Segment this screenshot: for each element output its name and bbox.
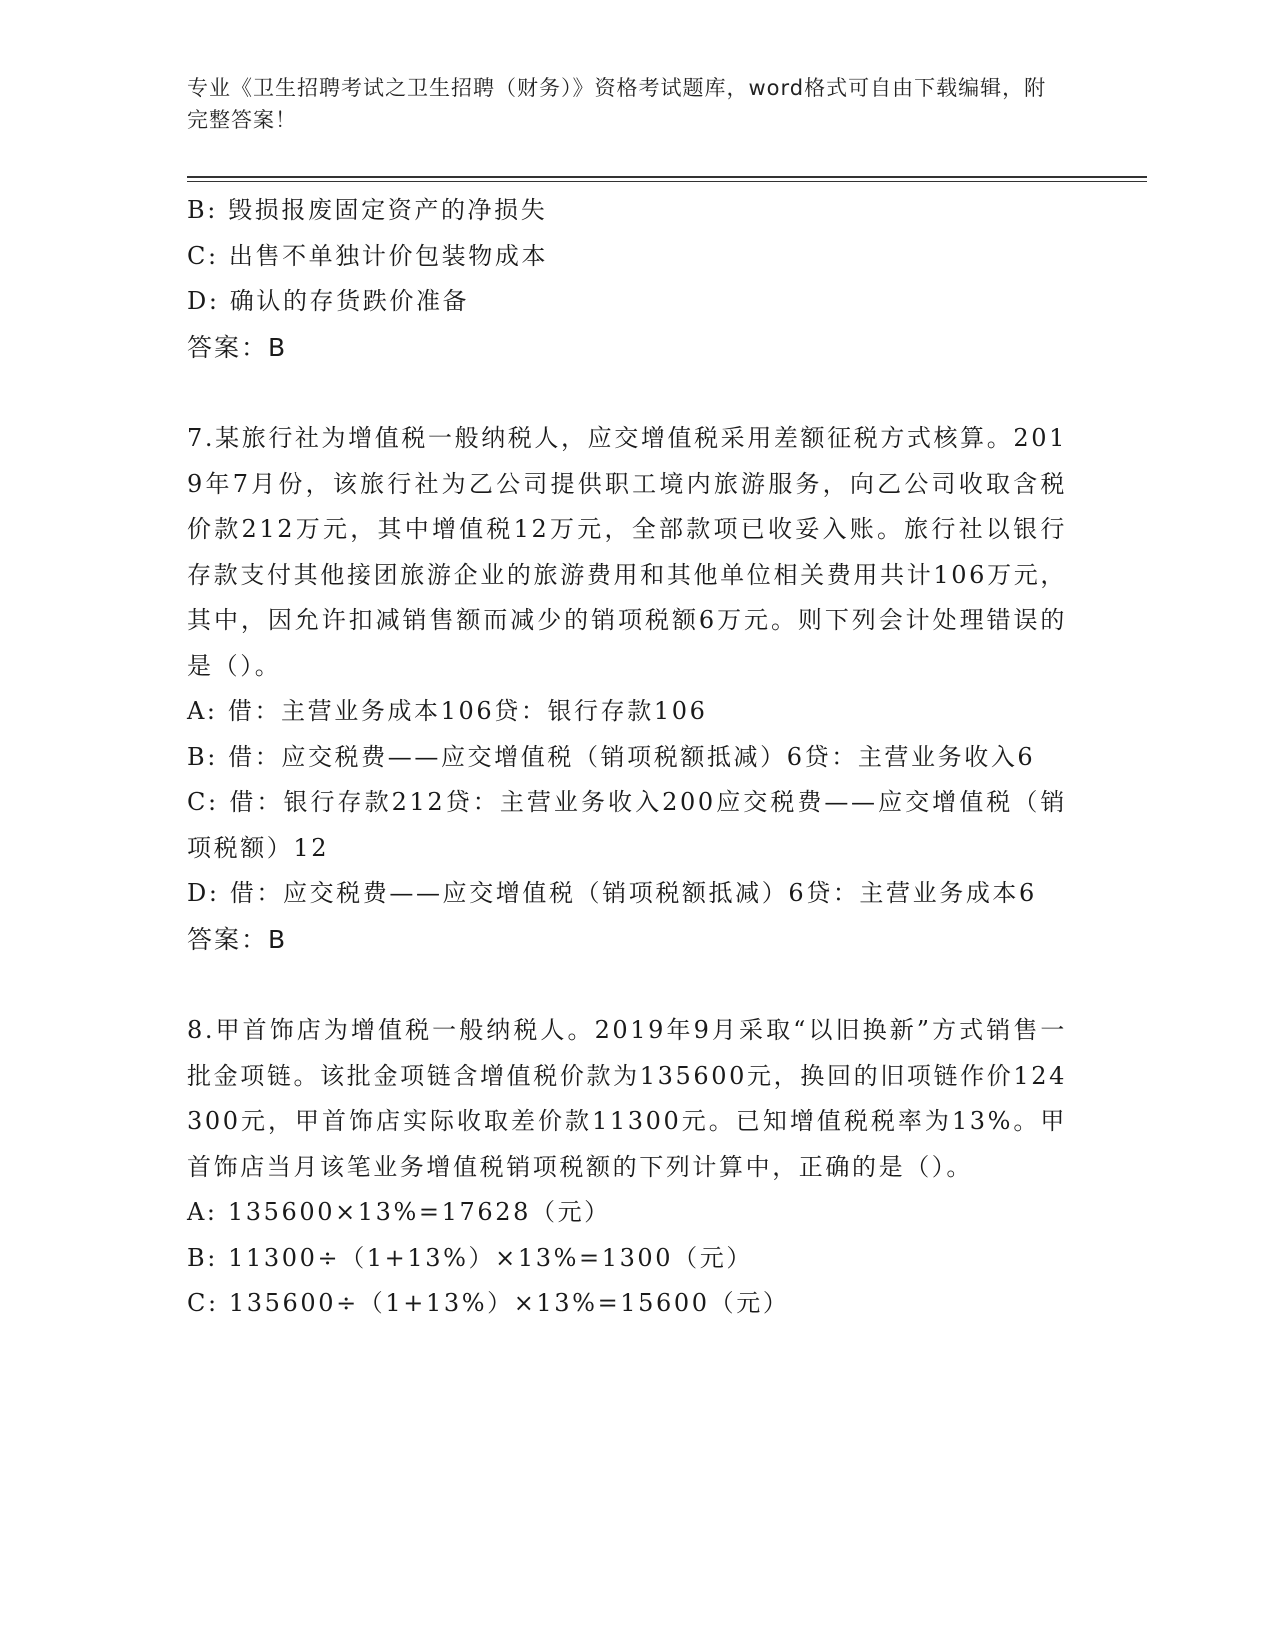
document-header: 专业《卫生招聘考试之卫生招聘（财务）》资格考试题库，word格式可自由下载编辑，附完整答案！ <box>187 76 1047 132</box>
spacer <box>187 370 1067 416</box>
question-content <box>187 188 1067 1327</box>
header-divider-thick <box>187 176 1147 178</box>
option-b: B: 借：应交税费——应交增值税（销项税额抵减）6贷：主营业务收入6 <box>187 742 1036 771</box>
question-stem: 7.某旅行社为增值税一般纳税人，应交增值税采用差额征税方式核算。2019年7月份，该旅行社为乙公司提供职工境内旅游服务，向乙公司收取含税价款212万元，其中增值税12万元，全部款项已收妥入账。旅行社以银行存款支付其他接团旅游企业的旅游费用和其他单位相关费用共计106万元，其中，因允许扣减销售额而减少的销项税额6万元。则下列会计处理错误的是（）。 <box>187 424 1067 680</box>
header-divider-thin <box>187 181 1147 182</box>
option-c: C: 借：银行存款212贷：主营业务收入200应交税费——应交增值税（销项税额）12 <box>187 788 1067 862</box>
option-a: A: 借：主营业务成本106贷：银行存款106 <box>187 697 708 725</box>
question-7 <box>187 416 1067 962</box>
option-b: B: 11300÷（1+13%）×13%=1300（元） <box>187 1243 753 1272</box>
answer-label: 答案：B <box>187 332 288 362</box>
answer-label: 答案：B <box>187 924 288 954</box>
option-c: C: 出售不单独计价包装物成本 <box>187 241 549 270</box>
spacer <box>187 962 1067 1008</box>
option-a: A: 135600×13%=17628（元） <box>187 1198 611 1226</box>
option-d: D: 确认的存货跌价准备 <box>187 287 470 315</box>
option-b: B: 毁损报废固定资产的净损失 <box>187 196 548 224</box>
option-c: C: 135600÷（1+13%）×13%=15600（元） <box>187 1289 790 1317</box>
question-stem: 8.甲首饰店为增值税一般纳税人。2019年9月采取“以旧换新”方式销售一批金项链。该批金项链含增值税价款为135600元，换回的旧项链作价124300元，甲首饰店实际收取差价款11300元。已知增值税税率为13%。甲首饰店当月该笔业务增值税销项税额的下列计算中，正确的是（）。 <box>187 1016 1067 1181</box>
option-d: D: 借：应交税费——应交增值税（销项税额抵减）6贷：主营业务成本6 <box>187 879 1037 907</box>
question-8 <box>187 1008 1067 1327</box>
question-6-tail <box>187 188 1067 370</box>
